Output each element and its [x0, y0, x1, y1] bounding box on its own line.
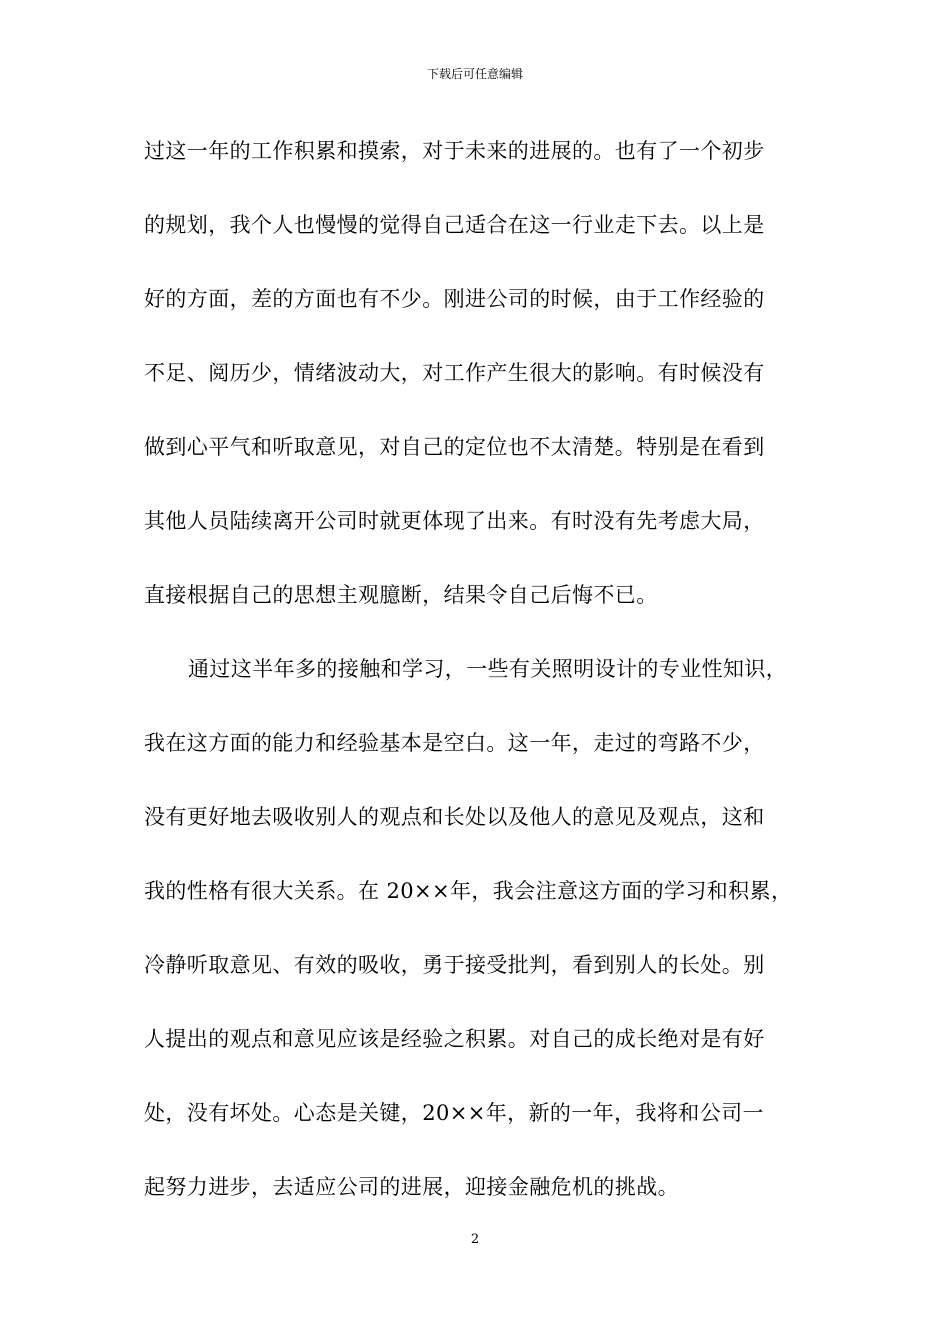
page-number: 2	[470, 1232, 480, 1247]
text-line: 直接根据自己的思想主观臆断，结果令自己后悔不已。	[144, 583, 658, 607]
page-header: 下载后可任意编辑	[426, 67, 523, 81]
text-line: 过这一年的工作积累和摸索，对于未来的进展的。也有了一个初步	[144, 139, 765, 163]
text-line: 做到心平气和听取意见，对自己的定位也不太清楚。特别是在看到	[144, 435, 765, 459]
body-text	[144, 128, 824, 1238]
text-line: 冷静听取意见、有效的吸收，勇于接受批判，看到别人的长处。别	[144, 953, 765, 977]
text-line: 不足、阅历少，情绪波动大，对工作产生很大的影响。有时候没有	[144, 361, 765, 385]
text-line: 其他人员陆续离开公司时就更体现了出来。有时没有先考虑大局，	[144, 509, 765, 533]
text-line: 起努力进步，去适应公司的进展，迎接金融危机的挑战。	[144, 1175, 679, 1199]
text-line: 处，没有坏处。心态是关键，20××年，新的一年，我将和公司一	[144, 1101, 764, 1125]
text-line: 人提出的观点和意见应该是经验之积累。对自己的成长绝对是有好	[144, 1027, 765, 1051]
text-line: 好的方面，差的方面也有不少。刚进公司的时候，由于工作经验的	[144, 287, 765, 311]
text-line: 的规划，我个人也慢慢的觉得自己适合在这一行业走下去。以上是	[144, 213, 765, 237]
text-line: 没有更好地去吸收别人的观点和长处以及他人的意见及观点，这和	[144, 805, 765, 829]
paragraph-first-line: 通过这半年多的接触和学习，一些有关照明设计的专业性知识，	[188, 657, 788, 681]
text-line: 我的性格有很大关系。在 20××年，我会注意这方面的学习和积累，	[144, 879, 793, 903]
text-line: 我在这方面的能力和经验基本是空白。这一年，走过的弯路不少，	[144, 731, 765, 755]
